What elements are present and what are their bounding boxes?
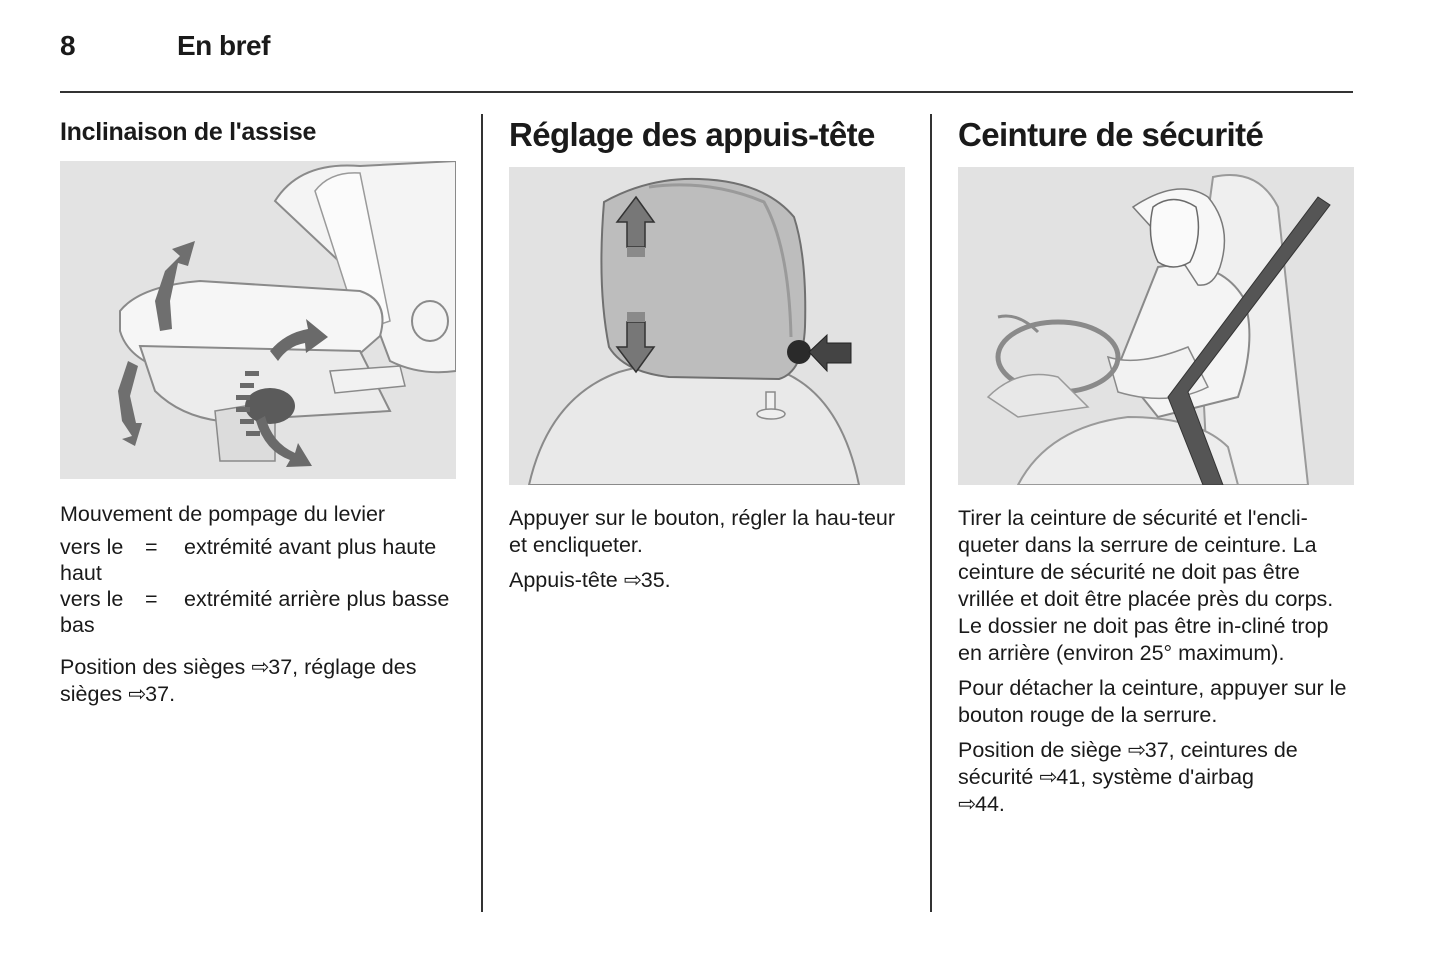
- ref-text: .: [169, 682, 176, 706]
- section-heading-head-restraint: Réglage des appuis-tête: [509, 116, 875, 153]
- cross-reference-arrow-icon: ⇨: [251, 655, 270, 679]
- ref-text: , système d'airbag: [1080, 765, 1254, 789]
- definition-separator: =: [145, 587, 158, 611]
- cross-reference-arrow-icon: ⇨: [128, 682, 147, 706]
- ref-text: , ceintures de sécurité: [958, 738, 1298, 789]
- definition-value: extrémité arrière plus basse: [184, 587, 450, 611]
- cross-reference-paragraph: [509, 567, 905, 594]
- definition-table: [60, 534, 449, 638]
- cross-reference-arrow-icon: ⇨: [1039, 765, 1058, 789]
- running-header-title: En bref: [177, 30, 270, 61]
- figure-head-restraint: [509, 167, 905, 485]
- cross-reference-arrow-icon: ⇨: [623, 568, 642, 592]
- figure-seat-belt: [958, 167, 1354, 485]
- header-rule: [60, 91, 1353, 93]
- column-seat-belt: [958, 114, 1354, 818]
- seat-belt-release-instructions: Pour détacher la ceinture, appuyer sur le bouton rouge de la serrure.: [958, 676, 1347, 727]
- definition-row: [60, 586, 449, 638]
- section-heading-seat-belt: Ceinture de sécurité: [958, 116, 1264, 153]
- column-seat-tilt: [60, 114, 456, 708]
- cross-reference-link[interactable]: 37: [145, 682, 170, 706]
- column-head-restraint: [509, 114, 905, 594]
- definition-key: vers le haut: [60, 535, 124, 585]
- figure-seat-tilt: [60, 161, 456, 479]
- lever-pump-intro: Mouvement de pompage du levier: [60, 502, 386, 526]
- cross-reference-paragraph: [60, 654, 456, 708]
- ref-text: .: [664, 568, 671, 592]
- cross-reference-link[interactable]: 44: [975, 792, 999, 816]
- column-divider-2: [930, 114, 932, 912]
- column-divider-1: [481, 114, 483, 912]
- ref-text: .: [998, 792, 1005, 816]
- ref-text: Position de siège: [958, 738, 1122, 762]
- seat-belt-driver-illustration: [958, 167, 1354, 485]
- page-number: 8: [60, 30, 76, 61]
- ref-text: Position des sièges: [60, 655, 246, 679]
- seat-cushion-tilt-illustration: [60, 161, 456, 479]
- head-restraint-adjust-illustration: [509, 167, 905, 485]
- definition-value: extrémité avant plus haute: [184, 535, 437, 559]
- cross-reference-link[interactable]: 35: [640, 568, 665, 592]
- cross-reference-link[interactable]: 37: [1144, 738, 1169, 762]
- cross-reference-arrow-icon: ⇨: [958, 792, 977, 816]
- ref-text: Appuis-tête: [509, 568, 618, 592]
- head-restraint-instructions: Appuyer sur le bouton, régler la hau-teur et encliqueter.: [509, 506, 896, 557]
- cross-reference-link[interactable]: 37: [268, 655, 293, 679]
- section-heading-seat-tilt: Inclinaison de l'assise: [60, 118, 317, 146]
- cross-reference-link[interactable]: 41: [1056, 765, 1081, 789]
- seat-belt-fasten-instructions: Tirer la ceinture de sécurité et l'encli-queter dans la serrure de ceinture. La ceinture de sécurité ne doit pas être vrillée et doit être placée près du corps. Le dossier ne doit pas être in-cliné trop en arrière (environ 25° maximum).: [958, 506, 1334, 665]
- ref-text: , réglage des sièges: [60, 655, 417, 706]
- definition-separator: =: [145, 535, 158, 559]
- cross-reference-paragraph: [958, 737, 1354, 818]
- definition-row: [60, 534, 449, 586]
- cross-reference-arrow-icon: ⇨: [1127, 738, 1146, 762]
- definition-key: vers le bas: [60, 587, 124, 637]
